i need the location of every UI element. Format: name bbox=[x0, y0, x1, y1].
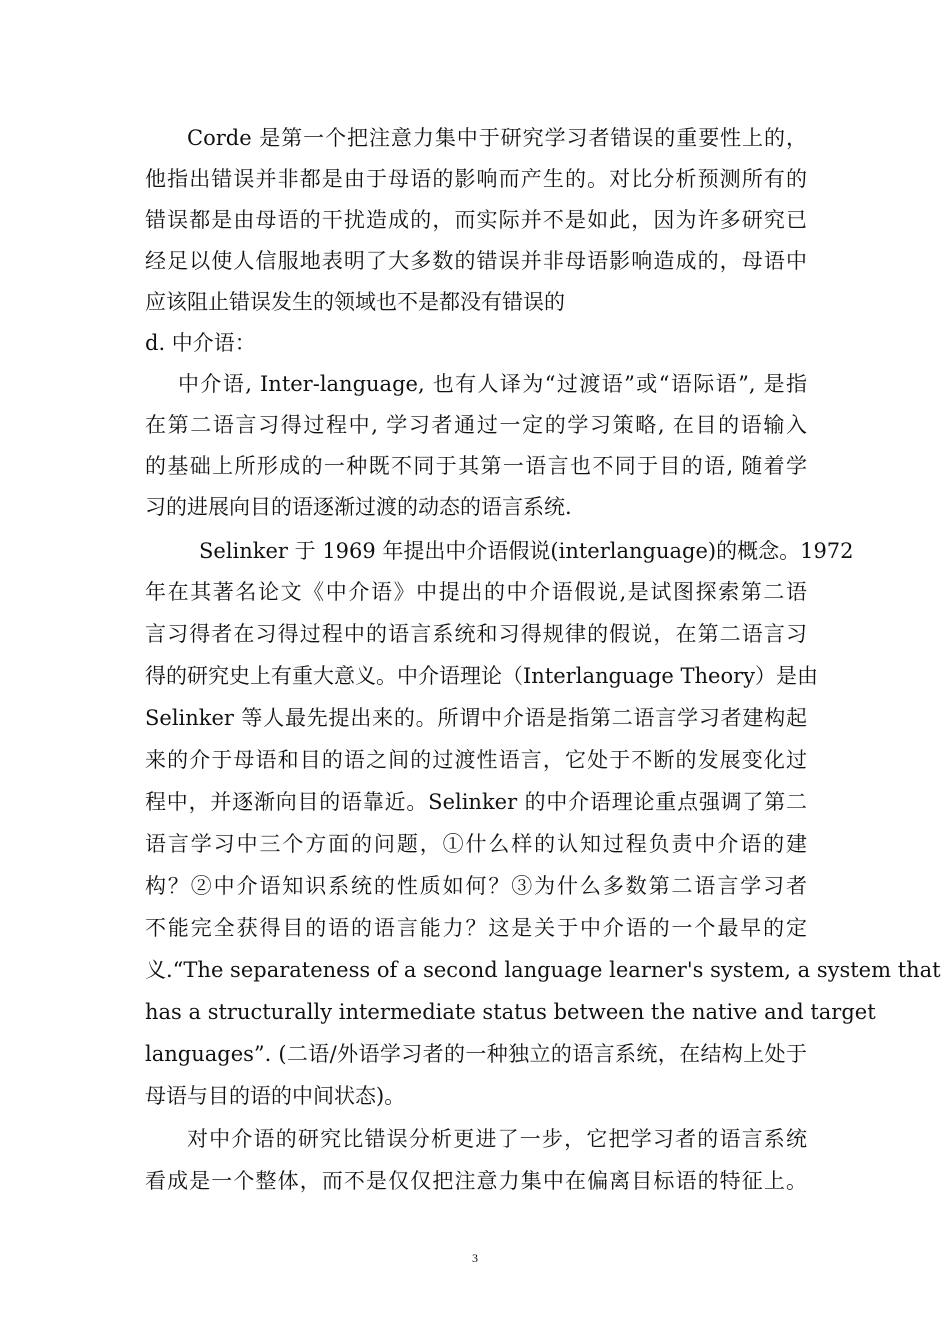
paragraph1-line-3: 错误都是由母语的干扰造成的，而实际并不是如此，因为许多研究已 bbox=[145, 208, 807, 232]
paragraph3-line-7: 程中，并逐渐向目的语靠近。Selinker 的中介语理论重点强调了第二 bbox=[145, 790, 807, 814]
paragraph3-line-1: Selinker 于 1969 年提出中介语假说(interlanguage)的概念。1972 bbox=[199, 539, 854, 563]
section-heading-d: d. 中介语： bbox=[145, 331, 256, 355]
paragraph3-line-10: 不能完全获得目的语的语言能力？这是关于中介语的一个最早的定 bbox=[145, 916, 807, 940]
paragraph1-line-2: 他指出错误并非都是由于母语的影响而产生的。对比分析预测所有的 bbox=[145, 167, 807, 191]
paragraph2-line-4: 习的进展向目的语逐渐过渡的动态的语言系统. bbox=[145, 495, 572, 519]
paragraph3-line-6: 来的介于母语和目的语之间的过渡性语言，它处于不断的发展变化过 bbox=[145, 748, 807, 772]
paragraph3-line-3: 言习得者在习得过程中的语言系统和习得规律的假说，在第二语言习 bbox=[145, 622, 807, 646]
paragraph2-line-2: 在第二语言习得过程中, 学习者通过一定的学习策略, 在目的语输入 bbox=[145, 413, 807, 437]
paragraph4-line-2: 看成是一个整体，而不是仅仅把注意力集中在偏离目标语的特征上。 bbox=[145, 1169, 807, 1193]
page-number: 3 bbox=[472, 1251, 478, 1265]
paragraph1-line-4: 经足以使人信服地表明了大多数的错误并非母语影响造成的，母语中 bbox=[145, 249, 807, 273]
paragraph2-line-3: 的基础上所形成的一种既不同于其第一语言也不同于目的语, 随着学 bbox=[145, 454, 807, 478]
paragraph3-line-2: 年在其著名论文《中介语》中提出的中介语假说,是试图探索第二语 bbox=[145, 580, 807, 604]
paragraph1-line-1: Corde 是第一个把注意力集中于研究学习者错误的重要性上的， bbox=[187, 126, 807, 150]
paragraph2-line-1: 中介语, Inter-language, 也有人译为“过渡语”或“语际语”, 是指 bbox=[178, 372, 807, 396]
paragraph3-line-12: has a structurally intermediate status between the native and target bbox=[145, 1000, 876, 1024]
paragraph3-line-14: 母语与目的语的中间状态)。 bbox=[145, 1084, 406, 1108]
paragraph3-line-4: 得的研究史上有重大意义。中介语理论（Interlanguage Theory）是由 bbox=[145, 664, 819, 688]
paragraph3-line-8: 语言学习中三个方面的问题，①什么样的认知过程负责中介语的建 bbox=[145, 832, 807, 856]
paragraph3-line-9: 构？②中介语知识系统的性质如何？③为什么多数第二语言学习者 bbox=[145, 874, 807, 898]
paragraph4-line-1: 对中介语的研究比错误分析更进了一步，它把学习者的语言系统 bbox=[187, 1127, 807, 1151]
paragraph1-line-5: 应该阻止错误发生的领域也不是都没有错误的 bbox=[145, 290, 565, 314]
paragraph3-line-5: Selinker 等人最先提出来的。所谓中介语是指第二语言学习者建构起 bbox=[145, 706, 807, 730]
paragraph3-line-11: 义.“The separateness of a second language learner's system, a system that bbox=[145, 958, 941, 982]
paragraph3-line-13: languages”. (二语/外语学习者的一种独立的语言系统，在结构上处于 bbox=[145, 1042, 807, 1066]
